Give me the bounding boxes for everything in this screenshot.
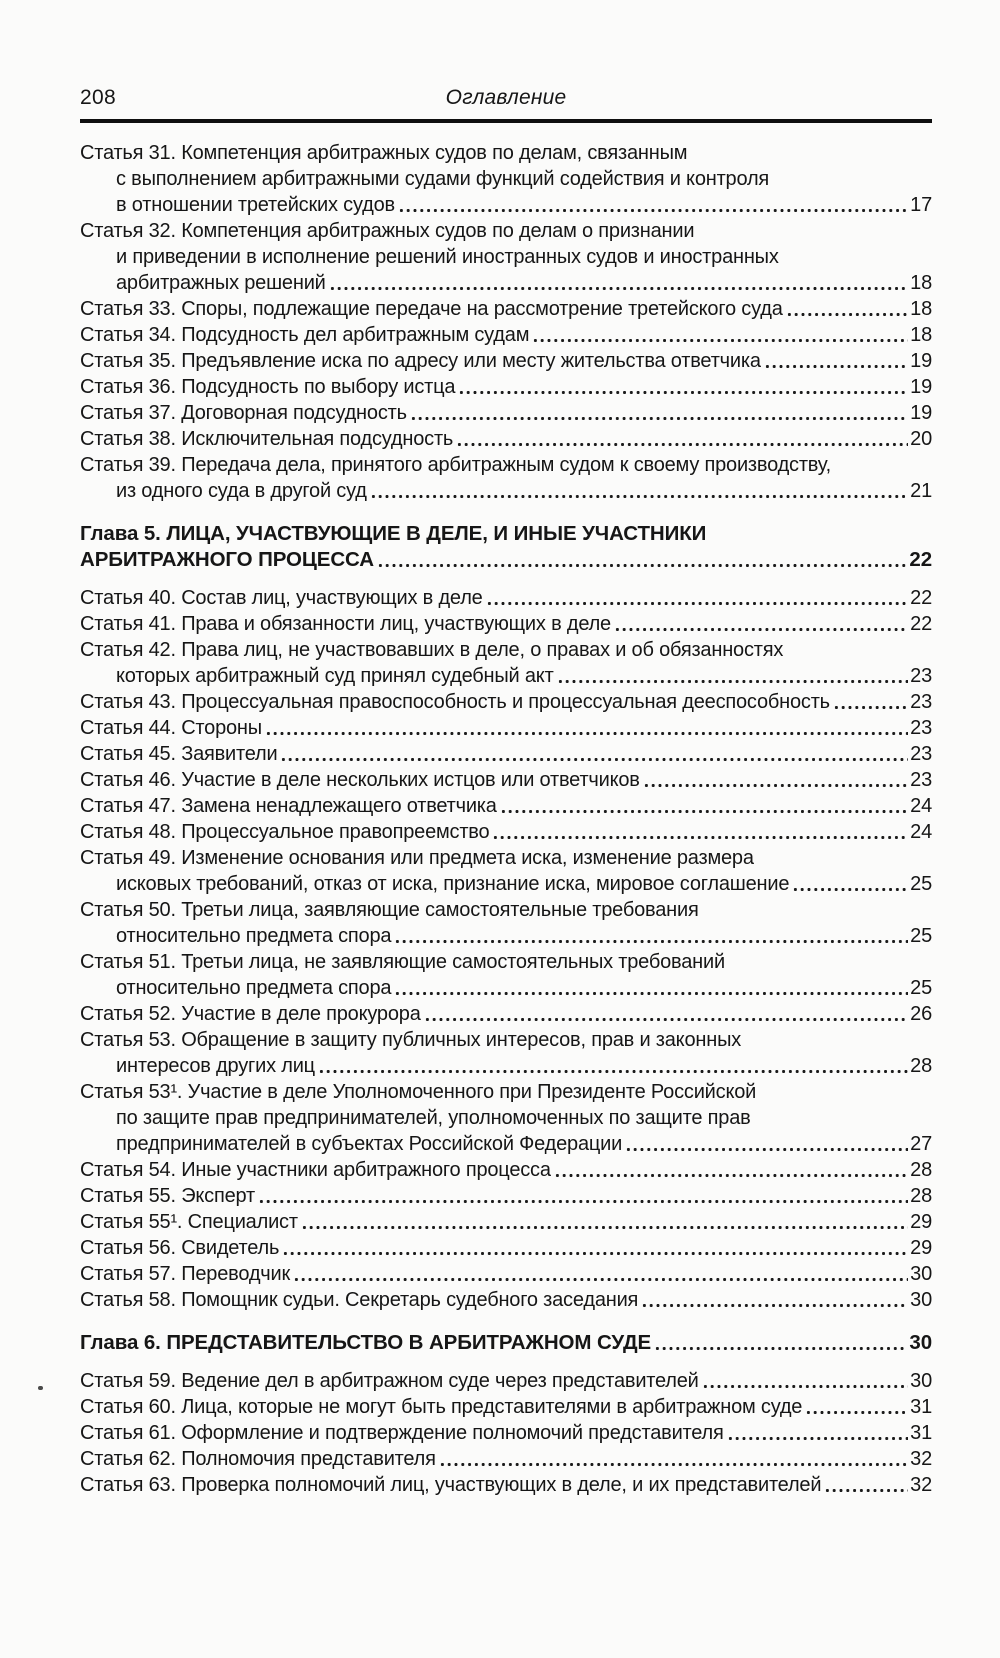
toc-entry-text: арбитражных решений: [116, 272, 326, 294]
toc-article-entry: [80, 1001, 932, 1027]
toc-article-entry: [80, 1157, 932, 1183]
toc-entry-line: [80, 819, 932, 845]
toc-page-ref: 23: [910, 691, 932, 713]
toc-page-ref: 18: [910, 272, 932, 294]
toc-entry-line: [80, 793, 932, 819]
toc-entry-line: Статья 51. Третьи лица, не заявляющие самостоятельных требований: [80, 951, 725, 973]
toc-page-ref: 18: [910, 324, 932, 346]
toc-entry-line: [80, 1394, 932, 1420]
toc-entry-text: Статья 57. Переводчик: [80, 1263, 291, 1285]
toc-entry-line: [80, 547, 932, 573]
toc-page-ref: 30: [910, 1263, 932, 1285]
toc-entry-line: по защите прав предпринимателей, уполномоченных по защите прав: [116, 1107, 751, 1129]
toc-entry-line: [80, 715, 932, 741]
toc-entry-line: Статья 39. Передача дела, принятого арбитражным судом к своему производству,: [80, 454, 831, 476]
toc-article-entry: [80, 452, 932, 504]
dot-leader: [654, 1339, 907, 1354]
toc-article-entry: [80, 897, 932, 949]
dot-leader: [458, 383, 908, 398]
toc-page-ref: 25: [910, 873, 932, 895]
toc-page-ref: 20: [910, 428, 932, 450]
toc-article-entry: [80, 1261, 932, 1287]
toc-entry-text: Статья 61. Оформление и подтверждение полномочий представителя: [80, 1422, 724, 1444]
toc-entry-line: [80, 1131, 932, 1157]
dot-leader: [280, 750, 908, 765]
toc-article-entry: [80, 1183, 932, 1209]
toc-entry-text: Статья 62. Полномочия представителя: [80, 1448, 436, 1470]
toc-page-ref: 26: [910, 1003, 932, 1025]
toc-entry-line: [80, 1209, 932, 1235]
page-content: [80, 86, 932, 1498]
toc-entry-text: в отношении третейских судов: [116, 194, 395, 216]
toc-entry-text: Статья 37. Договорная подсудность: [80, 402, 407, 424]
dot-leader: [625, 1140, 908, 1155]
dot-leader: [398, 201, 908, 216]
toc-entry-text: Статья 35. Предъявление иска по адресу или месту жительства ответчика: [80, 350, 761, 372]
toc-article-entry: [80, 819, 932, 845]
toc-article-entry: [80, 767, 932, 793]
toc-entry-text: Статья 55¹. Специалист: [80, 1211, 298, 1233]
dot-leader: [764, 357, 908, 372]
dot-leader: [258, 1192, 908, 1207]
toc-page-ref: 28: [910, 1055, 932, 1077]
dot-leader: [370, 487, 908, 502]
toc-entry-line: Статья 31. Компетенция арбитражных судов по делам, связанным: [80, 142, 688, 164]
dot-leader: [824, 1481, 908, 1496]
toc-article-entry: [80, 611, 932, 637]
page-title: Оглавление: [445, 86, 567, 109]
toc-entry-line: Статья 50. Третьи лица, заявляющие самостоятельные требования: [80, 899, 699, 921]
toc-page-ref: 21: [910, 480, 932, 502]
toc-entry-text: интересов других лиц: [116, 1055, 315, 1077]
toc-article-entry: [80, 426, 932, 452]
dot-leader: [727, 1429, 909, 1444]
dot-leader: [282, 1244, 908, 1259]
dot-leader: [456, 435, 908, 450]
toc-entry-line: [80, 1330, 932, 1356]
toc-page-ref: 23: [910, 743, 932, 765]
toc-entry-line: [80, 478, 932, 504]
toc-entry-line: [80, 923, 932, 949]
toc-entry-line: [80, 871, 932, 897]
dot-leader: [439, 1455, 908, 1470]
toc-entry-line: Статья 53. Обращение в защиту публичных интересов, прав и законных: [80, 1029, 742, 1051]
toc-entry-text: Статья 43. Процессуальная правоспособность и процессуальная дееспособность: [80, 691, 830, 713]
toc-entry-text: предпринимателей в субъектах Российской Федерации: [116, 1133, 623, 1155]
toc-entry-line: Статья 32. Компетенция арбитражных судов по делам о признании: [80, 220, 695, 242]
toc-entry-line: [80, 1446, 932, 1472]
toc-entry-line: [80, 1235, 932, 1261]
toc-article-entry: [80, 1420, 932, 1446]
dot-leader: [486, 594, 909, 609]
toc-page-ref: 25: [910, 925, 932, 947]
toc-entry-text: Статья 36. Подсудность по выбору истца: [80, 376, 456, 398]
toc-entry-text: Статья 63. Проверка полномочий лиц, участвующих в деле, и их представителей: [80, 1474, 822, 1496]
toc-entry-line: [80, 1472, 932, 1498]
toc-page-ref: 22: [909, 548, 932, 571]
toc-page-ref: 22: [910, 613, 932, 635]
toc-page-ref: 23: [910, 717, 932, 739]
dot-leader: [786, 305, 909, 320]
toc-entry-text: Статья 46. Участие в деле нескольких истцов или ответчиков: [80, 769, 640, 791]
toc-entry-line: Статья 53¹. Участие в деле Уполномоченного при Президенте Российской: [80, 1081, 757, 1103]
dot-leader: [702, 1377, 908, 1392]
toc-entry-text: Статья 41. Права и обязанности лиц, участвующих в деле: [80, 613, 611, 635]
toc-page-ref: 31: [910, 1422, 932, 1444]
toc-entry-line: [80, 975, 932, 1001]
toc-entry-line: [80, 1368, 932, 1394]
toc-entry-text: относительно предмета спора: [116, 977, 392, 999]
dot-leader: [265, 724, 908, 739]
toc-page-ref: 29: [910, 1211, 932, 1233]
dot-leader: [394, 932, 908, 947]
toc-entry-line: [80, 1053, 932, 1079]
toc-article-entry: [80, 374, 932, 400]
toc-entry-text: Статья 56. Свидетель: [80, 1237, 280, 1259]
toc-page-ref: 23: [910, 665, 932, 687]
toc-article-entry: [80, 637, 932, 689]
page-header: [80, 86, 932, 123]
toc-page-ref: 32: [910, 1474, 932, 1496]
toc-article-entry: [80, 845, 932, 897]
toc-page-ref: 31: [910, 1396, 932, 1418]
toc-entry-text: Статья 48. Процессуальное правопреемство: [80, 821, 490, 843]
toc-entry-line: [80, 611, 932, 637]
toc-article-entry: [80, 1368, 932, 1394]
toc-entry-line: Статья 42. Права лиц, не участвовавших в деле, о правах и об обязанностях: [80, 639, 784, 661]
toc-entry-text: Статья 58. Помощник судьи. Секретарь судебного заседания: [80, 1289, 639, 1311]
toc-entry-line: [80, 1001, 932, 1027]
toc-entry-text: Статья 40. Состав лиц, участвующих в деле: [80, 587, 483, 609]
toc-entry-text: Статья 33. Споры, подлежащие передаче на рассмотрение третейского суда: [80, 298, 783, 320]
toc-page-ref: 19: [910, 402, 932, 424]
dot-leader: [301, 1218, 908, 1233]
toc-page-ref: 24: [910, 795, 932, 817]
toc-entry-text: которых арбитражный суд принял судебный акт: [116, 665, 554, 687]
toc-entry-line: Глава 5. ЛИЦА, УЧАСТВУЮЩИЕ В ДЕЛЕ, И ИНЫЕ УЧАСТНИКИ: [80, 522, 707, 545]
dot-leader: [329, 279, 909, 294]
toc-entry-line: [80, 1261, 932, 1287]
toc-article-entry: [80, 1027, 932, 1079]
toc-entry-text: Статья 55. Эксперт: [80, 1185, 255, 1207]
toc-page-ref: 22: [910, 587, 932, 609]
toc-entry-line: [80, 1183, 932, 1209]
dot-leader: [554, 1166, 908, 1181]
toc-entry-line: [80, 426, 932, 452]
toc-article-entry: [80, 585, 932, 611]
toc-entry-text: Статья 34. Подсудность дел арбитражным судам: [80, 324, 530, 346]
toc-entry-line: [80, 1420, 932, 1446]
toc-entry-line: [80, 585, 932, 611]
dot-leader: [492, 828, 908, 843]
toc-entry-text: Статья 54. Иные участники арбитражного процесса: [80, 1159, 551, 1181]
dot-leader: [557, 672, 909, 687]
toc-entry-line: [80, 270, 932, 296]
toc-entry-line: [80, 767, 932, 793]
dot-leader: [424, 1010, 909, 1025]
toc-entry-text: Статья 52. Участие в деле прокурора: [80, 1003, 421, 1025]
toc-article-entry: [80, 1446, 932, 1472]
toc-entry-text: Статья 38. Исключительная подсудность: [80, 428, 454, 450]
toc-entry-line: [80, 663, 932, 689]
toc-chapter-entry: [80, 1330, 932, 1356]
toc-article-entry: [80, 140, 932, 218]
toc-entry-line: [80, 1157, 932, 1183]
toc-article-entry: [80, 348, 932, 374]
toc-article-entry: [80, 1209, 932, 1235]
toc-article-entry: [80, 949, 932, 1001]
toc-entry-line: [80, 374, 932, 400]
toc-entry-line: [80, 192, 932, 218]
dot-leader: [833, 698, 908, 713]
toc-entry-line: [80, 322, 932, 348]
toc-entry-text: АРБИТРАЖНОГО ПРОЦЕССА: [80, 548, 374, 571]
toc-entry-text: Статья 59. Ведение дел в арбитражном суде через представителей: [80, 1370, 699, 1392]
toc-entry-text: исковых требований, отказ от иска, признание иска, мировое соглашение: [116, 873, 790, 895]
toc-entry-line: [80, 741, 932, 767]
toc-entry-text: Статья 44. Стороны: [80, 717, 262, 739]
toc-entry-line: [80, 689, 932, 715]
dot-leader: [532, 331, 908, 346]
toc-page-ref: 25: [910, 977, 932, 999]
toc-entry-line: [80, 348, 932, 374]
toc-article-entry: [80, 793, 932, 819]
toc-article-entry: [80, 322, 932, 348]
toc-article-entry: [80, 715, 932, 741]
toc-page-ref: 28: [910, 1159, 932, 1181]
toc-entry-text: относительно предмета спора: [116, 925, 392, 947]
scan-speck: [38, 1386, 43, 1390]
toc-entry-line: Статья 49. Изменение основания или предмета иска, изменение размера: [80, 847, 754, 869]
toc-page-ref: 18: [910, 298, 932, 320]
toc-page-ref: 19: [910, 376, 932, 398]
dot-leader: [394, 984, 908, 999]
dot-leader: [293, 1270, 908, 1285]
toc-entry-line: с выполнением арбитражными судами функций содействия и контроля: [116, 168, 770, 190]
dot-leader: [643, 776, 908, 791]
toc-article-entry: [80, 400, 932, 426]
toc-entry-text: Статья 60. Лица, которые не могут быть представителями в арбитражном суде: [80, 1396, 803, 1418]
toc-article-entry: [80, 1287, 932, 1313]
toc-page-ref: 24: [910, 821, 932, 843]
toc-page-ref: 30: [910, 1289, 932, 1311]
toc-article-entry: [80, 741, 932, 767]
toc-entry-line: [80, 296, 932, 322]
toc-page-ref: 30: [910, 1370, 932, 1392]
toc-entry-text: Глава 6. ПРЕДСТАВИТЕЛЬСТВО В АРБИТРАЖНОМ СУДЕ: [80, 1331, 652, 1354]
toc-page-ref: 19: [910, 350, 932, 372]
toc-page-ref: 27: [910, 1133, 932, 1155]
toc-chapter-entry: [80, 521, 932, 573]
toc-page-ref: 23: [910, 769, 932, 791]
dot-leader: [792, 880, 908, 895]
toc-entry-text: Статья 47. Замена ненадлежащего ответчика: [80, 795, 497, 817]
toc-article-entry: [80, 1235, 932, 1261]
toc-page-ref: 17: [910, 194, 932, 216]
dot-leader: [614, 620, 908, 635]
toc-entry-line: [80, 1287, 932, 1313]
toc-article-entry: [80, 1394, 932, 1420]
toc-list: [80, 140, 932, 1498]
dot-leader: [377, 556, 907, 571]
toc-page-ref: 29: [910, 1237, 932, 1259]
toc-entry-text: Статья 45. Заявители: [80, 743, 278, 765]
page-number: 208: [80, 86, 116, 109]
toc-article-entry: [80, 1472, 932, 1498]
toc-article-entry: [80, 1079, 932, 1157]
dot-leader: [805, 1403, 908, 1418]
toc-entry-line: и приведении в исполнение решений иностранных судов и иностранных: [116, 246, 779, 268]
dot-leader: [318, 1062, 908, 1077]
toc-article-entry: [80, 689, 932, 715]
toc-article-entry: [80, 296, 932, 322]
toc-page-ref: 32: [910, 1448, 932, 1470]
dot-leader: [641, 1296, 908, 1311]
toc-entry-text: из одного суда в другой суд: [116, 480, 367, 502]
dot-leader: [500, 802, 908, 817]
dot-leader: [410, 409, 908, 424]
toc-article-entry: [80, 218, 932, 296]
toc-page-ref: 30: [909, 1331, 932, 1354]
toc-entry-line: [80, 400, 932, 426]
toc-page-ref: 28: [910, 1185, 932, 1207]
